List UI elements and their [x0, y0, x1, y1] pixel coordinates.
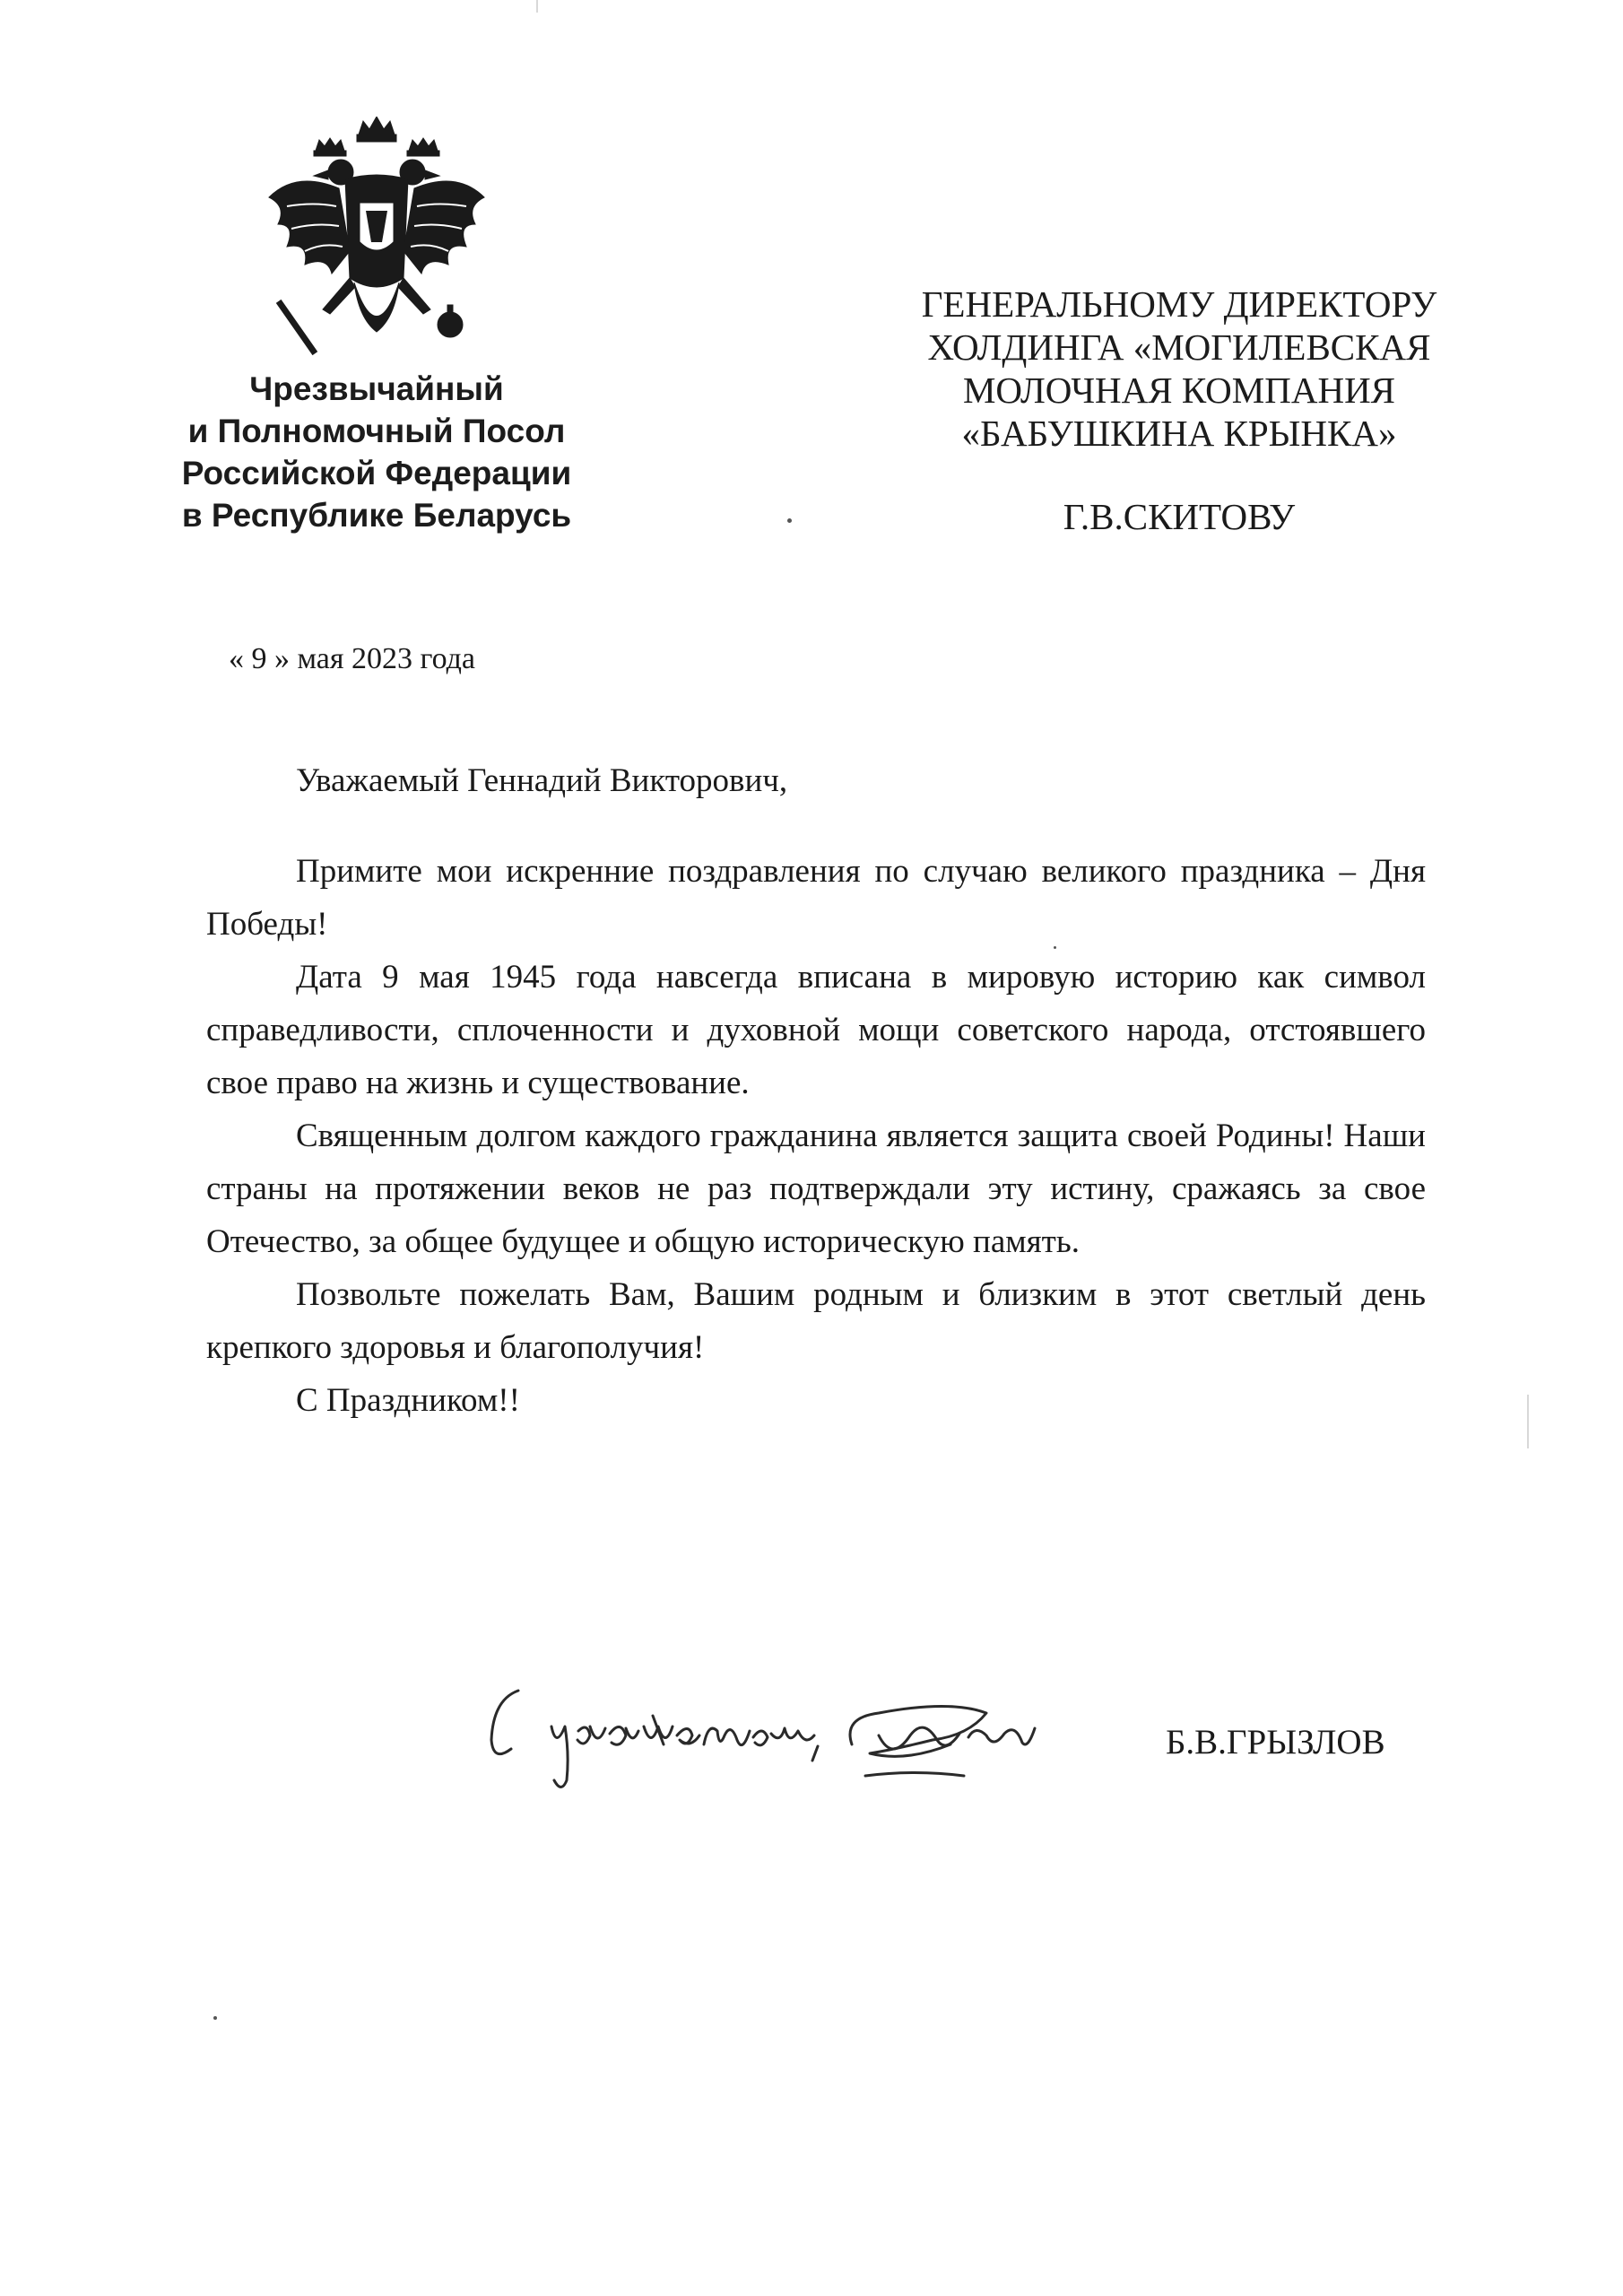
scan-speck: [213, 2016, 217, 2020]
scan-speck: [1054, 946, 1056, 949]
coat-of-arms-icon: [260, 117, 493, 359]
addressee-name: Г.В.СКИТОВУ: [1063, 496, 1296, 537]
salutation: Уважаемый Геннадий Викторович,: [296, 762, 788, 799]
scan-speck: [787, 518, 792, 523]
addressee-line: ХОЛДИНГА «МОГИЛЕВСКАЯ: [927, 326, 1431, 368]
body-paragraph: Примите мои искренние поздравления по случаю великого праздника – Дня Победы!: [206, 853, 1426, 943]
letter-date: « 9 » мая 2023 года: [229, 642, 476, 675]
sender-title: [143, 368, 610, 536]
addressee-line: ГЕНЕРАЛЬНОМУ ДИРЕКТОРУ: [921, 283, 1437, 325]
closing-line: С Праздником!!: [296, 1382, 520, 1419]
addressee-line: «БАБУШКИНА КРЫНКА»: [961, 413, 1397, 454]
body-paragraph: Дата 9 мая 1945 года навсегда вписана в мировую историю как символ справедливости, сплоченности и духовной мощи советского народа, отстоявшего свое право на жизнь и существование.: [206, 959, 1426, 1101]
signer-name: Б.В.ГРЫЗЛОВ: [1166, 1723, 1385, 1761]
addressee-line: МОЛОЧНАЯ КОМПАНИЯ: [962, 370, 1396, 411]
letter-body: [206, 845, 1426, 1427]
addressee-block: [861, 283, 1497, 455]
scan-edge-line: [536, 0, 538, 13]
sender-line: и Полномочный Посол: [187, 413, 566, 449]
handwritten-signature: [484, 1664, 1148, 1798]
scan-edge-line: [1527, 1395, 1529, 1448]
sender-line: Российской Федерации: [181, 455, 572, 491]
body-paragraph: Позвольте пожелать Вам, Вашим родным и близким в этот светлый день крепкого здоровья и благополучия!: [206, 1276, 1426, 1366]
sender-line: в Республике Беларусь: [181, 497, 572, 534]
body-paragraph: Священным долгом каждого гражданина является защита своей Родины! Наши страны на протяжении веков не раз подтверждали эту истину, сражаясь за свое Отечество, за общее будущее и общую историческую память.: [206, 1118, 1426, 1260]
sender-line: Чрезвычайный: [249, 370, 504, 407]
